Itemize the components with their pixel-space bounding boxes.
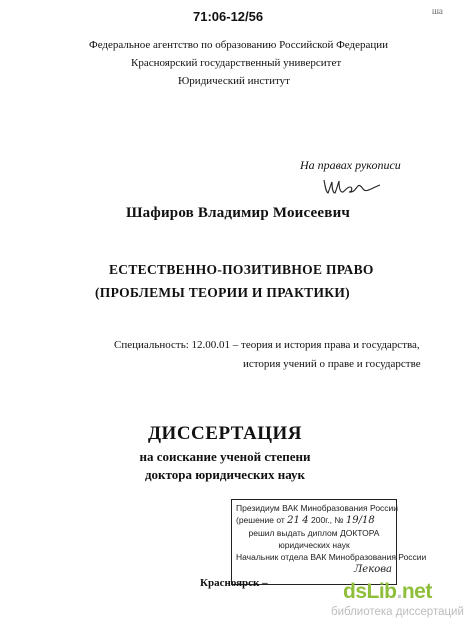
stamp-year-suffix: г., №	[325, 515, 344, 525]
stamp-decision-prefix: (решение от	[236, 515, 285, 525]
specialty-line1: Специальность: 12.00.01 – теория и история права и государства,	[114, 339, 420, 351]
corner-handwritten-mark: ша	[432, 6, 443, 16]
degree-line1: на соискание ученой степени	[139, 449, 311, 464]
library-cipher: 71:06-12/56	[193, 9, 264, 24]
dslib-logo	[343, 580, 432, 604]
manuscript-note: На правах рукописи	[300, 158, 401, 172]
author-signature	[322, 176, 382, 198]
author-name: Шафиров Владимир Моисеевич	[126, 205, 351, 221]
org-university: Красноярский государственный университет	[131, 57, 342, 69]
stamp-day: 21	[287, 515, 300, 526]
stamp-line2	[236, 514, 392, 527]
dissertation-title-line2: (ПРОБЛЕМЫ ТЕОРИИ И ПРАКТИКИ)	[95, 285, 350, 300]
city-year: Красноярск –	[200, 577, 268, 589]
stamp-number: 19/18	[345, 515, 375, 526]
degree-line2: доктора юридических наук	[144, 467, 306, 482]
stamp-year-prefix: 200	[311, 515, 326, 525]
dslib-subtitle: библиотека диссертаций	[331, 606, 464, 618]
specialty-line2: история учений о праве и государстве	[243, 358, 421, 370]
stamp-line4: юридических наук	[278, 540, 350, 550]
org-agency: Федеральное агентство по образованию Российской Федерации	[89, 39, 389, 51]
stamp-line1: Президиум ВАК Минобразования России	[236, 503, 399, 513]
stamp-signature: Лекова	[353, 564, 392, 575]
dslib-logo-main: dsLib	[343, 580, 397, 603]
stamp-line3: решил выдать диплом ДОКТОРА	[248, 528, 380, 538]
dissertation-heading: ДИССЕРТАЦИЯ	[147, 423, 303, 444]
dissertation-title-line1: ЕСТЕСТВЕННО-ПОЗИТИВНОЕ ПРАВО	[109, 262, 374, 277]
dslib-logo-dot: .	[396, 580, 402, 603]
stamp-signature-row	[236, 563, 392, 576]
dslib-logo-tld: net	[401, 580, 432, 603]
vak-stamp	[231, 499, 427, 585]
stamp-month: 4	[302, 515, 309, 526]
org-institute: Юридический институт	[178, 75, 290, 87]
stamp-line5: Начальник отдела ВАК Минобразования России	[236, 552, 427, 562]
